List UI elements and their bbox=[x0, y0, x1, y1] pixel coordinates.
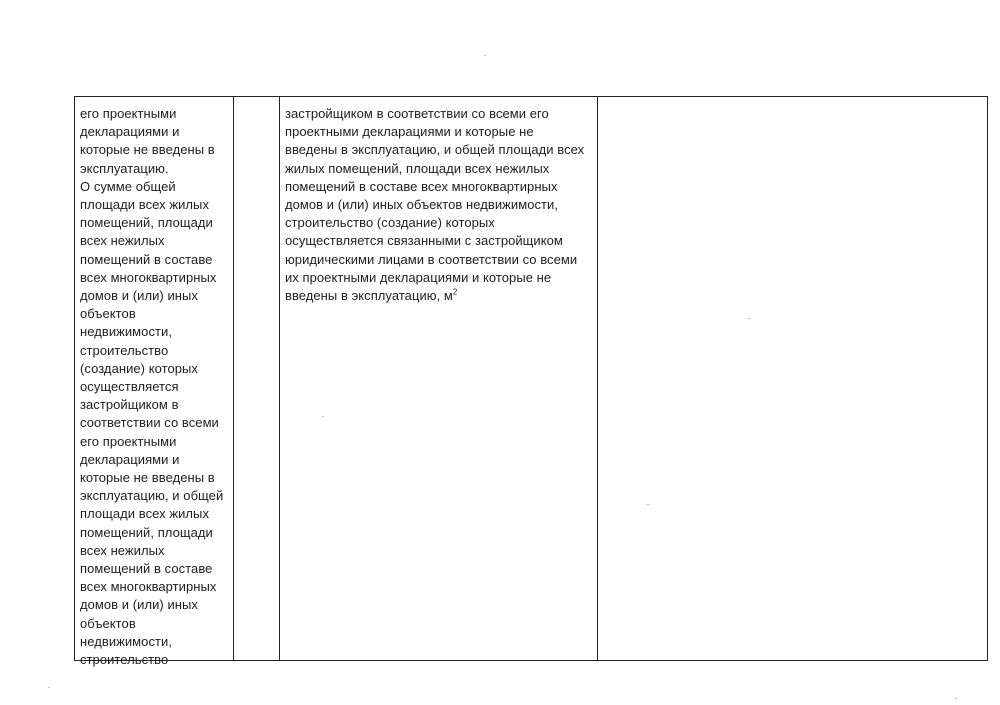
scan-speck bbox=[48, 687, 50, 688]
scan-speck bbox=[955, 698, 957, 699]
scan-speck bbox=[322, 416, 324, 417]
table-cell-indicator bbox=[285, 105, 593, 305]
unit-superscript: 2 bbox=[452, 287, 458, 297]
data-table bbox=[74, 96, 988, 668]
table-cell-description: его проектными декларациями и которые не введены в эксплуатацию. О сумме общей площади всех жилых помещений, площади всех нежилых помещений в составе всех многоквартирных домов и (или) иных объектов недвижимости, строительство (создание) которых осуществляется застройщиком в соответствии со всеми его проектными декларациями и которые не введены в эксплуатацию, и общей площади всех жилых помещений, площади всех нежилых помещений в составе всех многоквартирных домов и (или) иных объектов недвижимости, строительство bbox=[80, 106, 224, 668]
column-divider bbox=[597, 97, 598, 660]
column-divider bbox=[233, 97, 234, 660]
scan-speck bbox=[748, 318, 750, 319]
indicator-text: застройщиком в соответствии со всеми его проектными декларациями и которые не введены в эксплуатацию, и общей площади всех жилых помещений, площади всех нежилых помещений в составе всех многоквартирных домов и (или) иных объектов недвижимости, строительство (создание) которых осуществляется связанными с застройщиком юридическими лицами в соответствии со всеми их проектными декларациями и которые не введены в эксплуатацию, м bbox=[285, 106, 585, 304]
scan-speck bbox=[484, 55, 486, 56]
column-divider bbox=[279, 97, 280, 660]
scan-speck bbox=[647, 504, 649, 505]
